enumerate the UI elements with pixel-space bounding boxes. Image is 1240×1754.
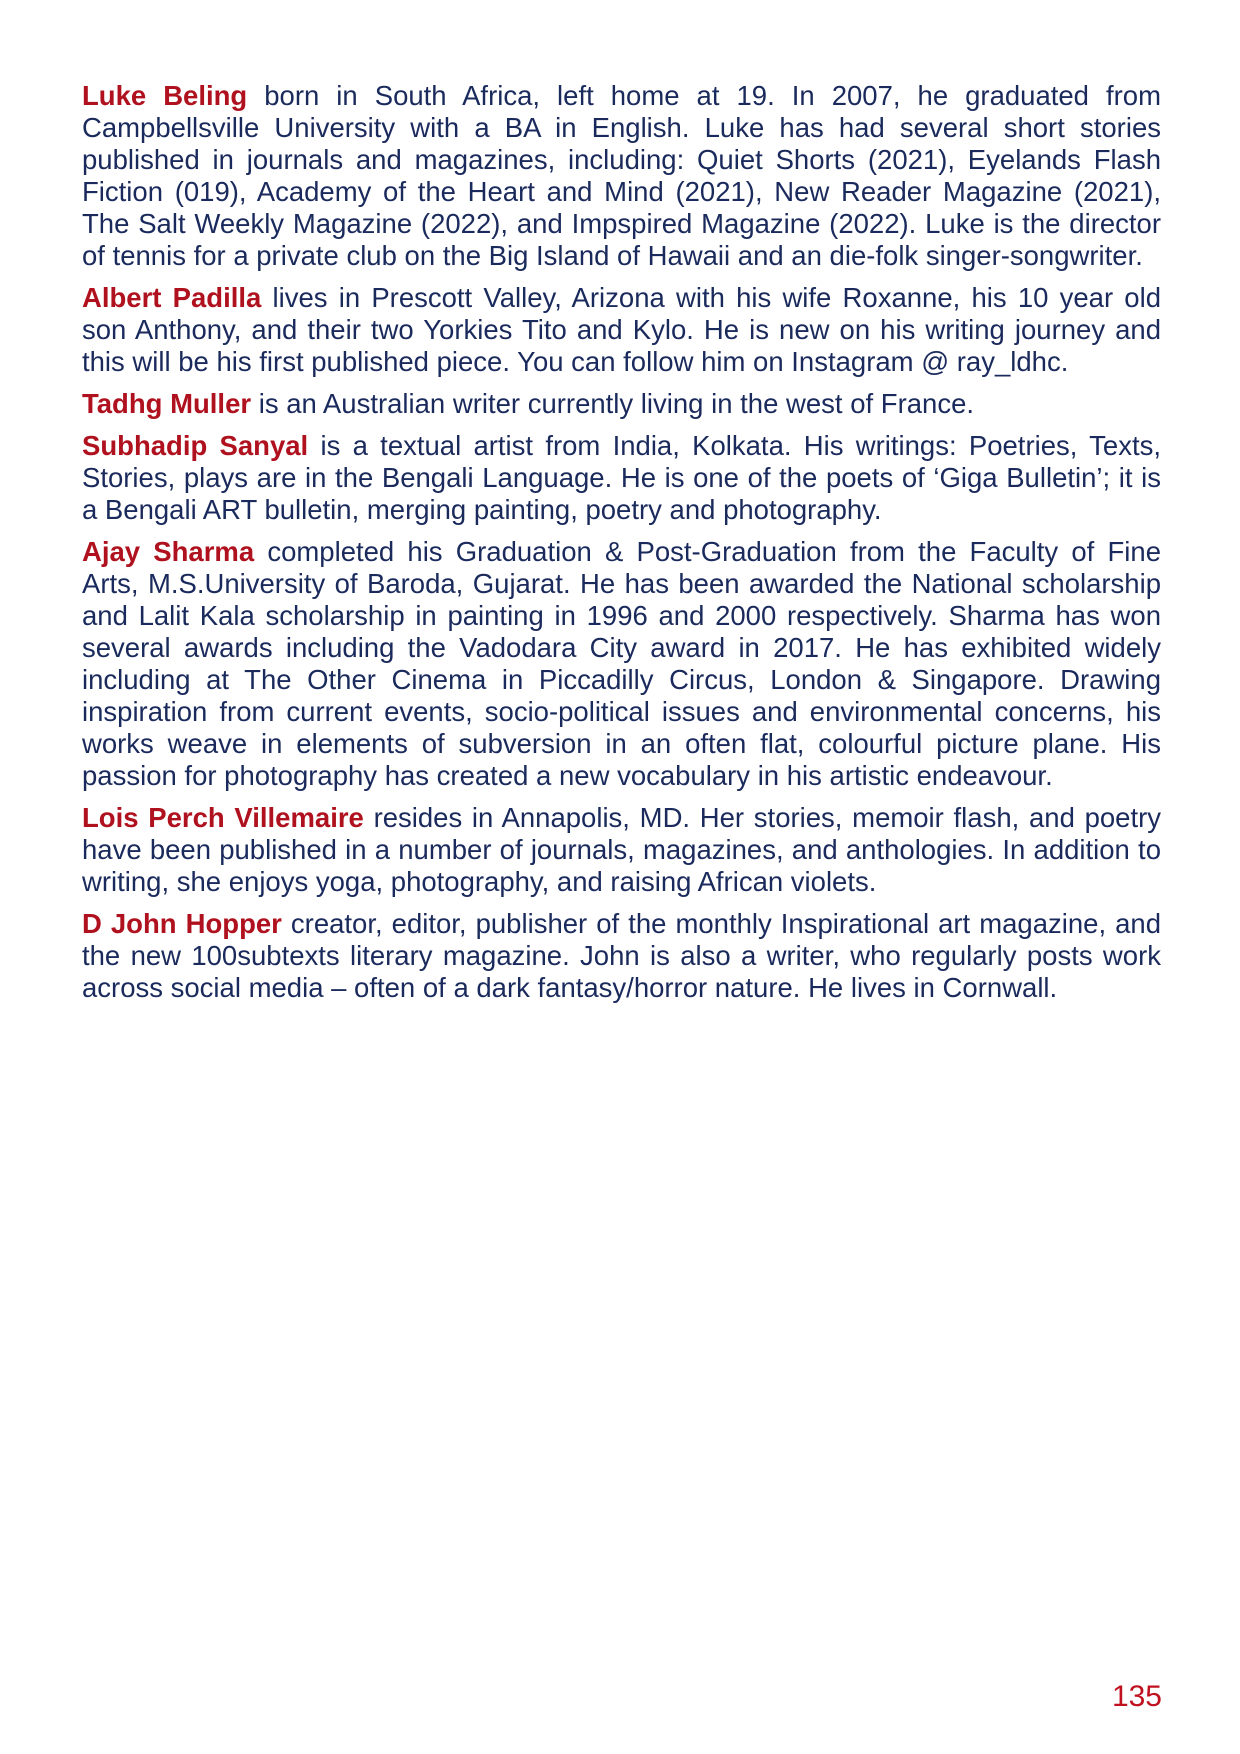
bio-name: Albert Padilla	[82, 282, 262, 313]
contributor-bios	[82, 80, 1161, 1014]
bio-name: Subhadip Sanyal	[82, 430, 309, 461]
bio-name: Tadhg Muller	[82, 388, 252, 419]
page-number: 135	[1111, 1680, 1162, 1713]
bio-tadhg-muller	[82, 388, 1161, 420]
bio-name: D John Hopper	[82, 908, 282, 939]
bio-lois-perch-villemaire	[82, 802, 1161, 898]
bio-text: is an Australian writer currently living in the west of France.	[258, 388, 975, 419]
bio-albert-padilla	[82, 282, 1161, 378]
bio-d-john-hopper	[82, 908, 1161, 1004]
bio-name: Luke Beling	[82, 80, 248, 111]
bio-ajay-sharma	[82, 536, 1161, 792]
bio-text: creator, editor, publisher of the monthly Inspirational art magazine, and the new 100subtexts literary magazine. John is also a writer, who regularly posts work across social media – often of a dark fantasy/horror nature. He lives in Cornwall.	[82, 908, 1161, 1003]
bio-text: completed his Graduation & Post-Graduation from the Faculty of Fine Arts, M.S.University of Baroda, Gujarat. He has been awarded the National scholarship and Lalit Kala scholarship in painting in 1996 and 2000 respectively. Sharma has won several awards including the Vadodara City award in 2017. He has exhibited widely including at The Other Cinema in Piccadilly Circus, London & Singapore. Drawing inspiration from current events, socio-political issues and environmental concerns, his works weave in elements of subversion in an often flat, colourful picture plane. His passion for photography has created a new vocabulary in his artistic endeavour.	[82, 536, 1161, 791]
bio-name: Lois Perch Villemaire	[82, 802, 364, 833]
bio-text: lives in Prescott Valley, Arizona with his wife Roxanne, his 10 year old son Anthony, and their two Yorkies Tito and Kylo. He is new on his writing journey and this will be his first published piece. You can follow him on Instagram @ ray_ldhc.	[82, 282, 1161, 377]
bio-luke-beling	[82, 80, 1161, 272]
bio-text: is a textual artist from India, Kolkata. His writings: Poetries, Texts, Stories, plays are in the Bengali Language. He is one of the poets of ‘Giga Bulletin’; it is a Bengali ART bulletin, merging painting, poetry and photography.	[82, 430, 1161, 525]
bio-text: resides in Annapolis, MD. Her stories, memoir flash, and poetry have been published in a number of journals, magazines, and anthologies. In addition to writing, she enjoys yoga, photography, and raising African violets.	[82, 802, 1162, 897]
bio-subhadip-sanyal	[82, 430, 1161, 526]
bio-name: Ajay Sharma	[82, 536, 255, 567]
bio-text: born in South Africa, left home at 19. In 2007, he graduated from Campbellsville University with a BA in English. Luke has had several short stories published in journals and magazines, including: Quiet Shorts (2021), Eyelands Flash Fiction (019), Academy of the Heart and Mind (2021), New Reader Magazine (2021), The Salt Weekly Magazine (2022), and Impspired Magazine (2022). Luke is the director of tennis for a private club on the Big Island of Hawaii and an die-folk singer-songwriter.	[82, 80, 1161, 271]
